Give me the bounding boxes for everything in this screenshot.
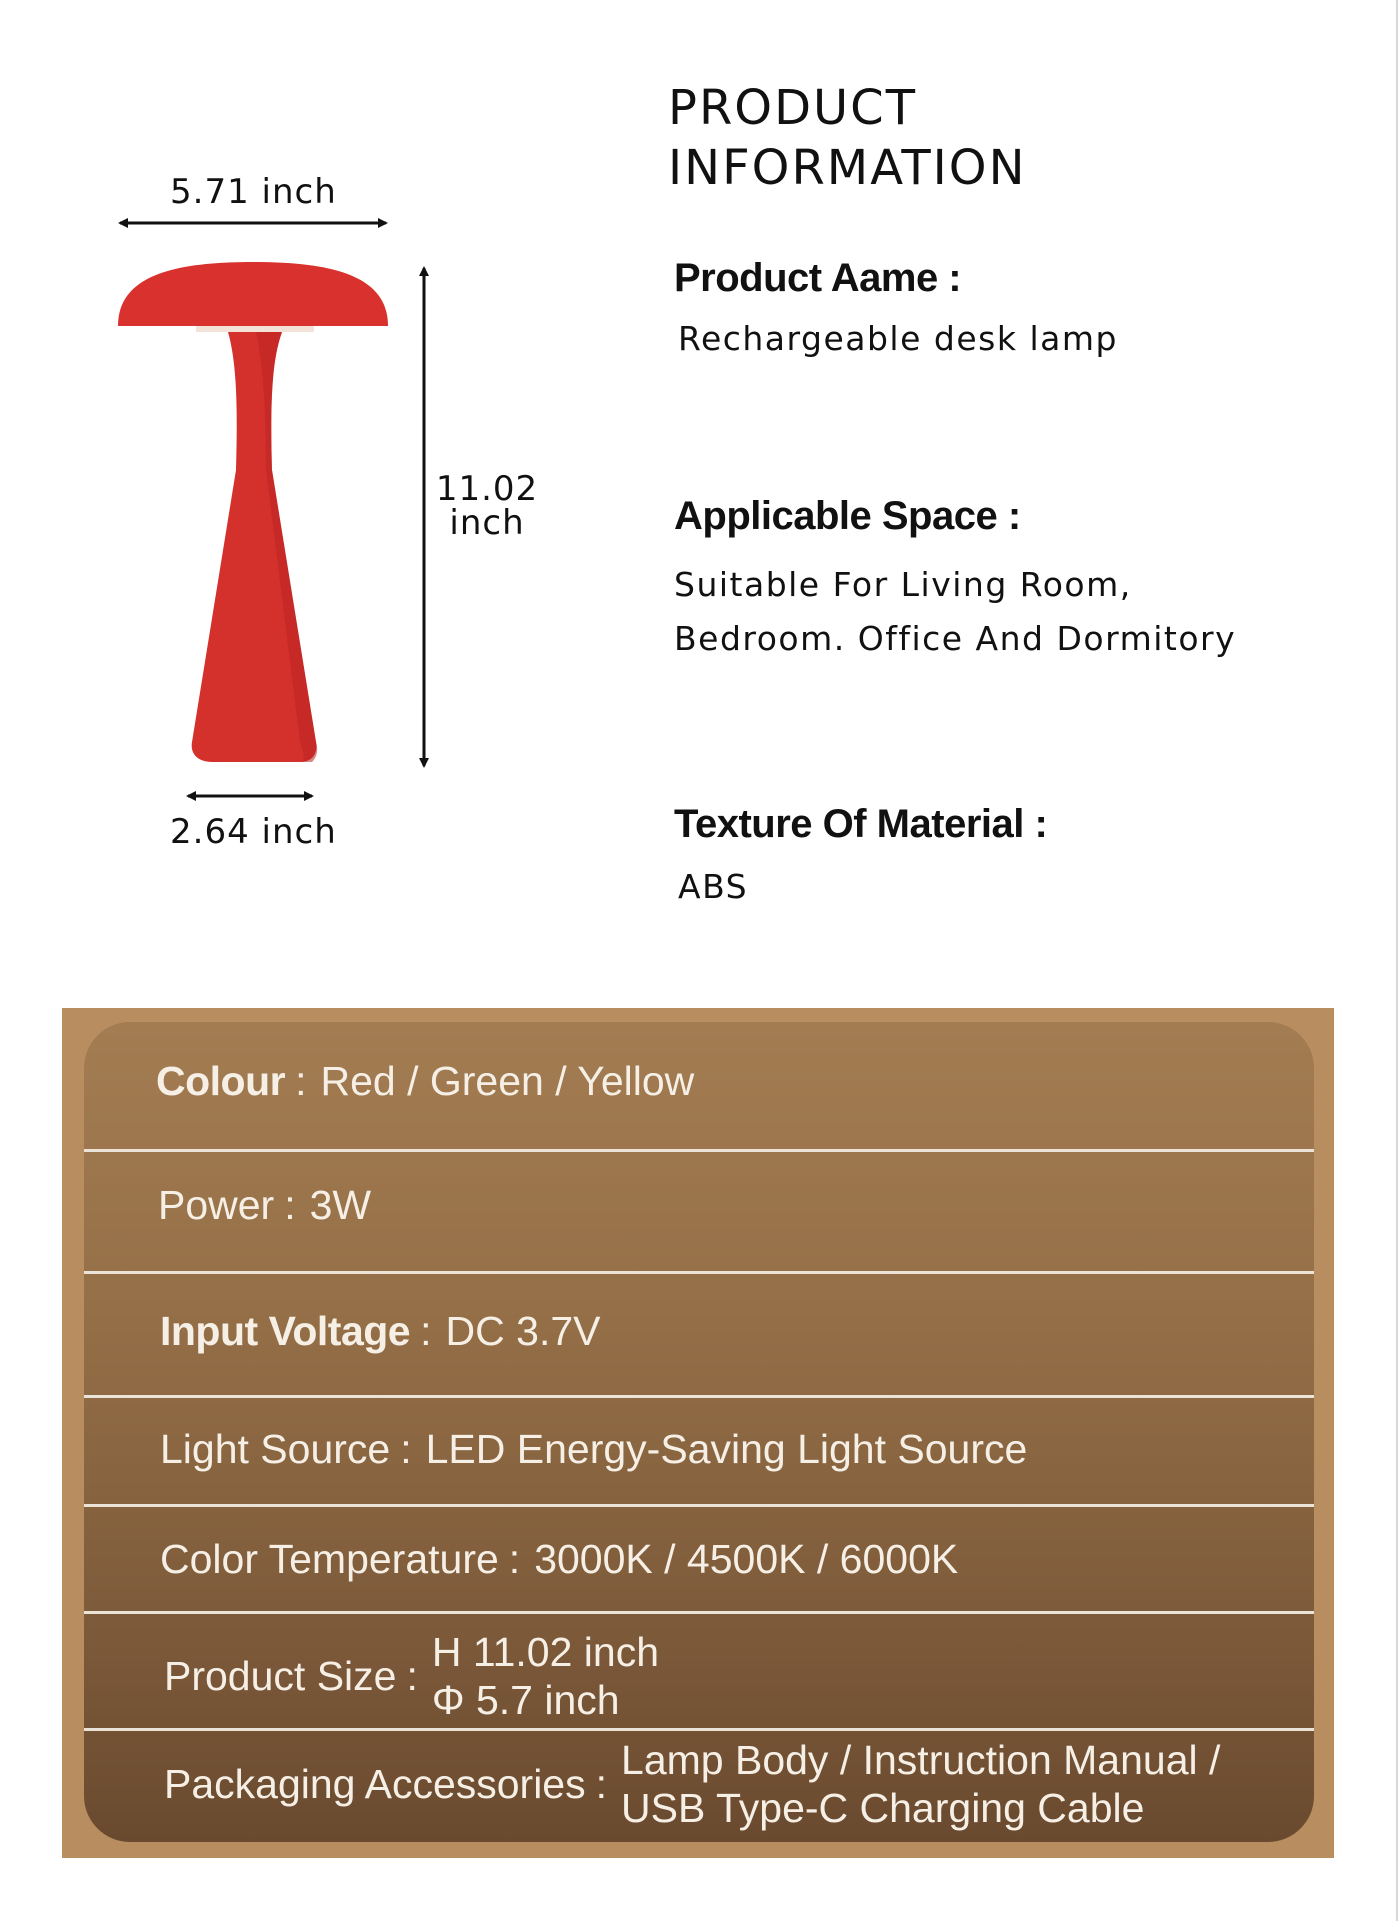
row-divider [84,1728,1314,1731]
product-size-separator: : [406,1652,418,1699]
packaging-line-1: Lamp Body / Instruction Manual / [621,1737,1221,1783]
row-divider [84,1149,1314,1152]
lamp-illustration [0,0,600,900]
row-divider [84,1271,1314,1274]
spec-row-light-source [160,1426,1027,1473]
height-value: 11.02 [435,469,539,509]
applicable-space-line-2: Bedroom. Office And Dormitory [674,619,1237,658]
row-divider [84,1395,1314,1398]
product-name-label: Product Aame : [674,256,962,300]
product-size-label: Product Size [164,1652,397,1699]
material-label: Texture Of Material : [674,802,1048,846]
power-label: Power [158,1182,275,1228]
applicable-space-label: Applicable Space : [674,494,1021,538]
color-temperature-value: 3000K / 4500K / 6000K [534,1536,959,1582]
material-value: ABS [678,867,749,906]
lamp-shade [118,262,388,326]
product-size-diameter: Φ 5.7 inch [431,1677,620,1723]
base-width-label: 2.64 inch [170,812,337,852]
lamp-light-ring [196,326,314,332]
voltage-value: DC 3.7V [445,1308,601,1354]
colour-value: Red / Green / Yellow [320,1058,695,1104]
packaging-label: Packaging Accessories [164,1760,586,1807]
color-temperature-label: Color Temperature [160,1536,499,1582]
product-size-height: H 11.02 inch [431,1629,660,1675]
spec-row-product-size [164,1628,659,1724]
page-edge-line [1396,0,1398,1921]
colour-separator: : [295,1058,307,1104]
spec-panel [84,1022,1314,1842]
spec-row-power [158,1182,371,1229]
packaging-separator: : [595,1760,608,1807]
spec-row-packaging [164,1736,1220,1832]
product-name-value: Rechargeable desk lamp [678,319,1118,358]
light-source-value: LED Energy-Saving Light Source [425,1426,1028,1472]
voltage-label: Input Voltage [160,1308,411,1354]
height-label [432,469,542,543]
power-separator: : [284,1182,296,1228]
title-line-1: PRODUCT [668,80,918,136]
voltage-separator: : [420,1308,432,1354]
light-source-label: Light Source [160,1426,391,1472]
top-width-label: 5.71 inch [170,172,337,212]
packaging-value [621,1736,1220,1832]
spec-row-colour [156,1058,694,1105]
title-line-2: INFORMATION [668,140,1027,196]
row-divider [84,1611,1314,1614]
light-source-separator: : [400,1426,412,1472]
row-divider [84,1504,1314,1507]
colour-label: Colour [156,1058,286,1104]
spec-row-voltage [160,1308,600,1355]
product-info-title [668,78,1027,198]
power-value: 3W [309,1182,372,1228]
applicable-space-value [674,558,1236,666]
product-size-value [432,1628,659,1724]
applicable-space-line-1: Suitable For Living Room, [674,565,1132,604]
packaging-line-2: USB Type-C Charging Cable [621,1785,1145,1831]
color-temperature-separator: : [508,1536,521,1582]
spec-row-color-temperature [160,1536,958,1583]
height-unit: inch [449,503,525,543]
